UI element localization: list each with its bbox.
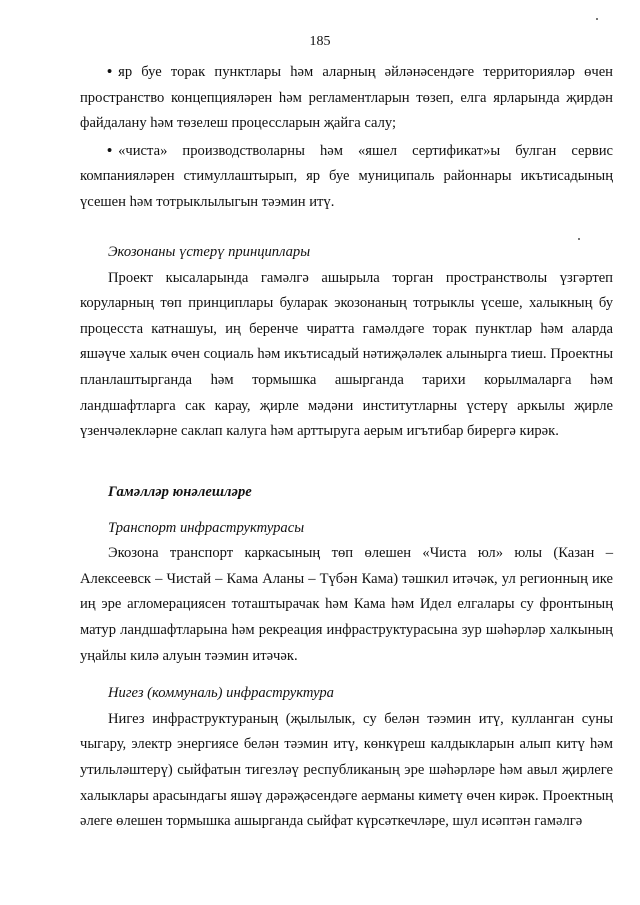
subsection-heading: Транспорт инфраструктурасы: [108, 519, 305, 536]
bullet-list: [80, 60, 613, 216]
section-heading: Экозонаны үстерү принциплары: [108, 244, 311, 260]
bullet-item: • «чиста» производстволарны һәм «яшел сертификат»ы булган сервис компанияләрен стимуллаштырып, яр буе муниципаль районнары икътисадының үсешен һәм тотрыклылыгын тәэмин итү.: [80, 142, 613, 210]
bullet-item: • яр буе торак пунктлары һәм аларның әйләнәсендәге территорияләр өчен пространство концепцияләрен һәм регламентларын төзеп, елга ярларында җирдән файдалану һәм төзелеш процессларын җайга салу;: [80, 64, 613, 132]
section-actions: [80, 480, 613, 835]
subsection-paragraph: Экозона транспорт каркасының төп өлешен «Чиста юл» юлы (Казан – Алексеевск – Чистай – Кама Аланы – Түбән Кама) тәшкил итәчәк, ул регионның ике иң эре агломерациясен тоташтырачак һәм Кама һәм Идел елгалары су фронтының матур ландшафтларына һәм рекреация инфраструктурасына зур шәһәрләр халкының уңайлы килә алуын тәэмин итәчәк.: [80, 545, 613, 664]
section-paragraph: Проект кысаларында гамәлгә ашырыла торган пространстволы үзгәртеп коруларның төп принциплары буларак экозонаның тотрыклы үсеше, халыкның бу процесста катнашуы, иң беренче чиратта гамәлдәге торак пунктлар һәм аларда яшәүче халык өчен социаль һәм икътисадый нәтиҗәләлек алынырга тиеш. Проектны планлаштырганда һәм тормышка ашырганда тарихи корылмаларга һәм ландшафтларга сак карау, җирле мәдәни институтларны үстерү аркылы җирле үзенчәлекләрне саклап калуга һәм арттыруга аерым игътибар бирергә кирәк.: [80, 269, 613, 440]
scan-speck: [578, 238, 580, 240]
page-number: 185: [309, 34, 331, 49]
bullet-dot-icon: •: [107, 142, 113, 159]
subsection-paragraph: Нигез инфраструктураның (җылылык, су белән тәэмин итү, кулланган суны чыгару, электр энергиясе белән тәэмин итү, көнкүреш калдыкларын алып китү һәм утильләштерү) сыйфатын тигезләү республиканың эре шәһәрләре һәм авыл җирлеге халыклары арасындагы яшәү дәрәҗәсендәге аерманы киметү өчен кирәк. Проектның әлеге өлешен тормышка ашырганда сыйфат күрсәткечләре, шул исәптән гамәлгә: [80, 710, 613, 830]
scan-speck: [596, 18, 598, 20]
section-heading: Гамәлләр юнәлешләре: [108, 484, 252, 500]
section-principles: [80, 240, 613, 445]
subsection-heading: Нигез (коммуналь) инфраструктура: [108, 685, 334, 702]
bullet-dot-icon: •: [107, 64, 113, 80]
